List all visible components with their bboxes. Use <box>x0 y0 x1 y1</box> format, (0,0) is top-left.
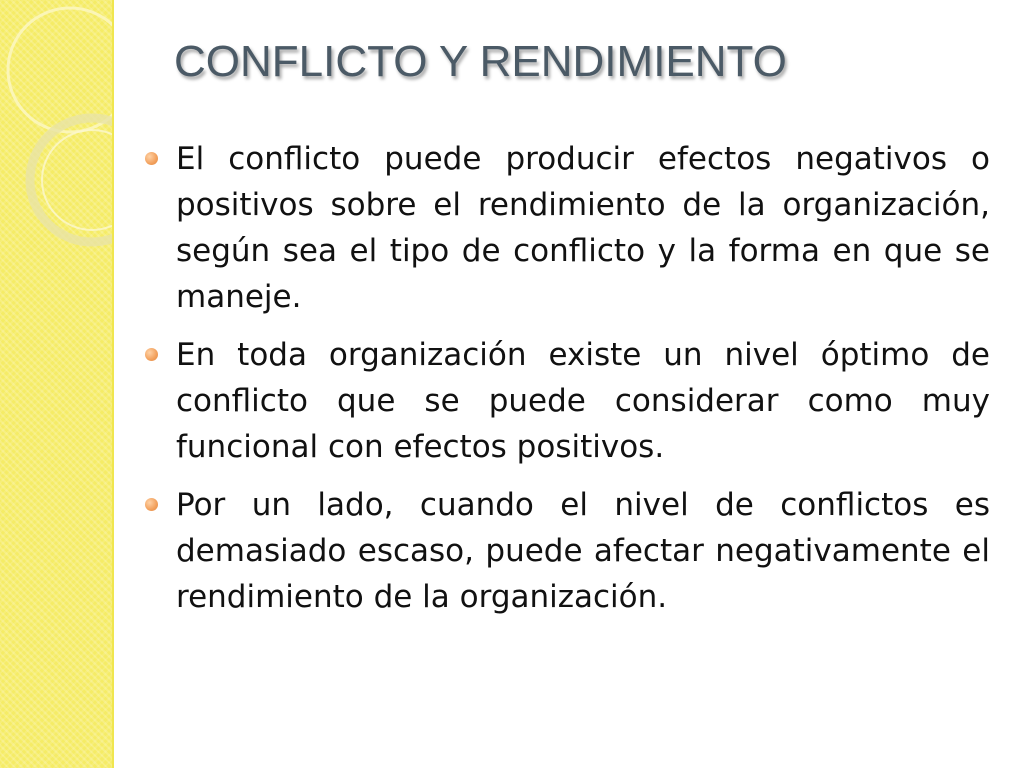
bullet-text: En toda organización existe un nivel óptimo de conflicto que se puede considerar como muy funcional con efectos positivos. <box>176 337 990 465</box>
list-item <box>176 332 990 470</box>
bullet-icon <box>145 498 158 511</box>
list-item <box>176 136 990 320</box>
decorative-circles-graphic <box>0 0 112 768</box>
bullet-text: Por un lado, cuando el nivel de conflictos es demasiado escaso, puede afectar negativamente el rendimiento de la organización. <box>176 487 990 615</box>
bullet-icon <box>145 348 158 361</box>
list-item <box>176 482 990 620</box>
bullet-list <box>176 136 990 632</box>
decorative-side-band <box>0 0 114 768</box>
bullet-icon <box>145 152 158 165</box>
bullet-text: El conflicto puede producir efectos negativos o positivos sobre el rendimiento de la organización, según sea el tipo de conflicto y la forma en que se maneje. <box>176 141 990 315</box>
page-title: CONFLICTO Y RENDIMIENTO <box>174 37 787 86</box>
